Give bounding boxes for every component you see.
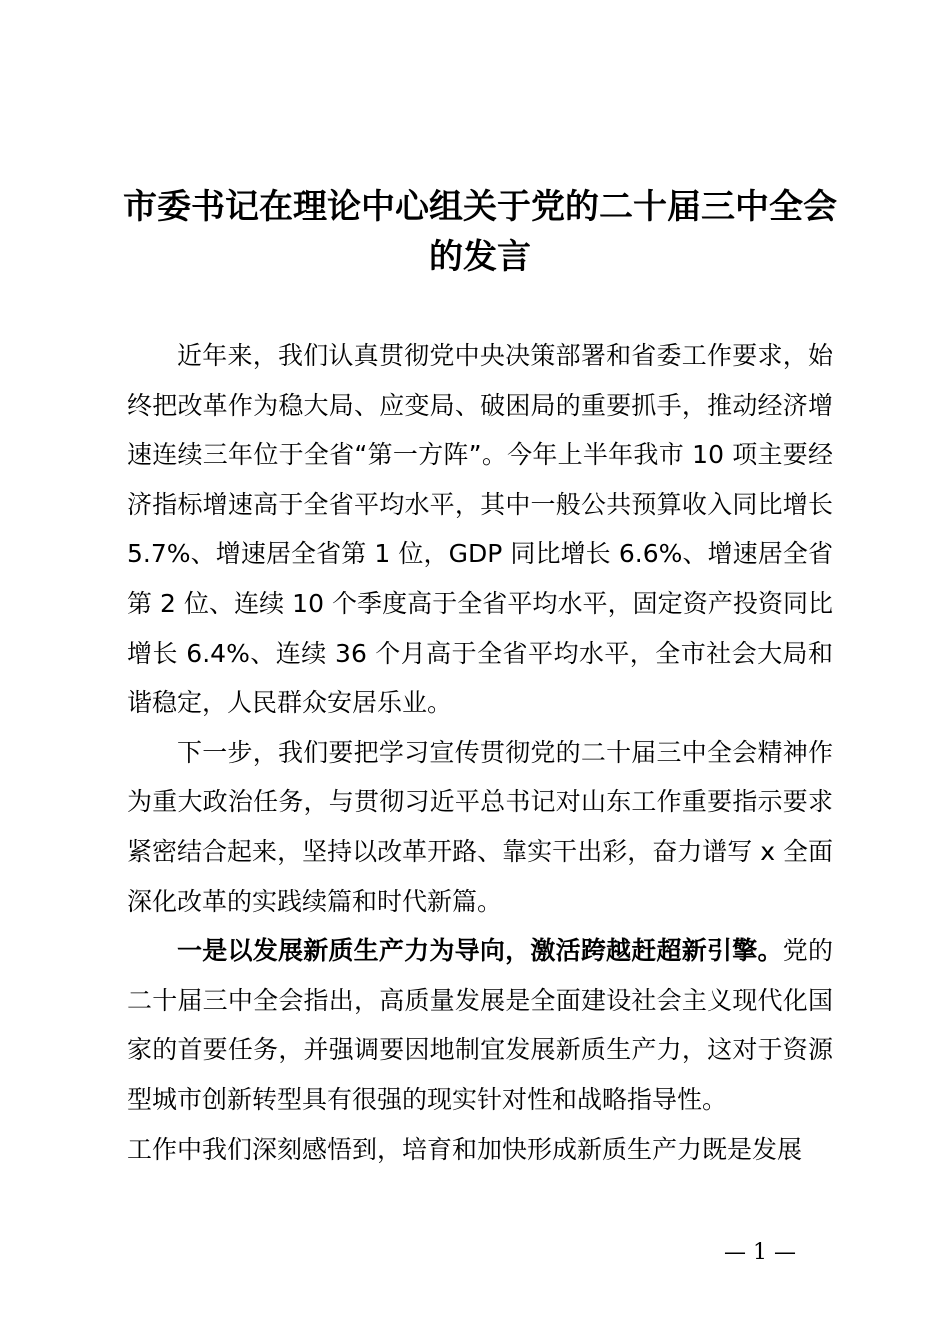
paragraph-next-step: 下一步，我们要把学习宣传贯彻党的二十届三中全会精神作为重大政治任务，与贯彻习近平总书记对山东工作重要指示要求紧密结合起来，坚持以改革开路、靠实干出彩，奋力谱写 x 全面深化改革的实践续篇和时代新篇。	[127, 737, 833, 916]
paragraph-intro: 近年来，我们认真贯彻党中央决策部署和省委工作要求，始终把改革作为稳大局、应变局、破困局的重要抓手，推动经济增速连续三年位于全省“第一方阵”。今年上半年我市 10 项主要经济指标增速高于全省平均水平，其中一般公共预算收入同比增长 5.7%、增速居全省第 1 位，GDP 同比增长 6.6%、增速居全省第 2 位、连续 10 个季度高于全省平均水平，固定资产投资同比增长 6.4%、连续 36 个月高于全省平均水平，全市社会大局和谐稳定，人民群众安居乐业。	[127, 341, 833, 718]
paragraph-section-one	[127, 926, 833, 1124]
page-number: — 1 —	[724, 1240, 796, 1265]
section-one-heading: 一是以发展新质生产力为导向，激活跨越赶超新引擎。	[177, 936, 783, 966]
section-one-text: 党的二十届三中全会指出，高质量发展是全面建设社会主义现代化国家的首要任务，并强调要因地制宜发展新质生产力，这对于资源型城市创新转型具有很强的现实针对性和战略指导性。	[127, 936, 833, 1114]
document-title: 市委书记在理论中心组关于党的二十届三中全会的发言	[123, 187, 837, 277]
paragraph-continuation: 工作中我们深刻感悟到，培育和加快形成新质生产力既是发展	[127, 1134, 803, 1164]
document-body	[127, 331, 833, 1174]
